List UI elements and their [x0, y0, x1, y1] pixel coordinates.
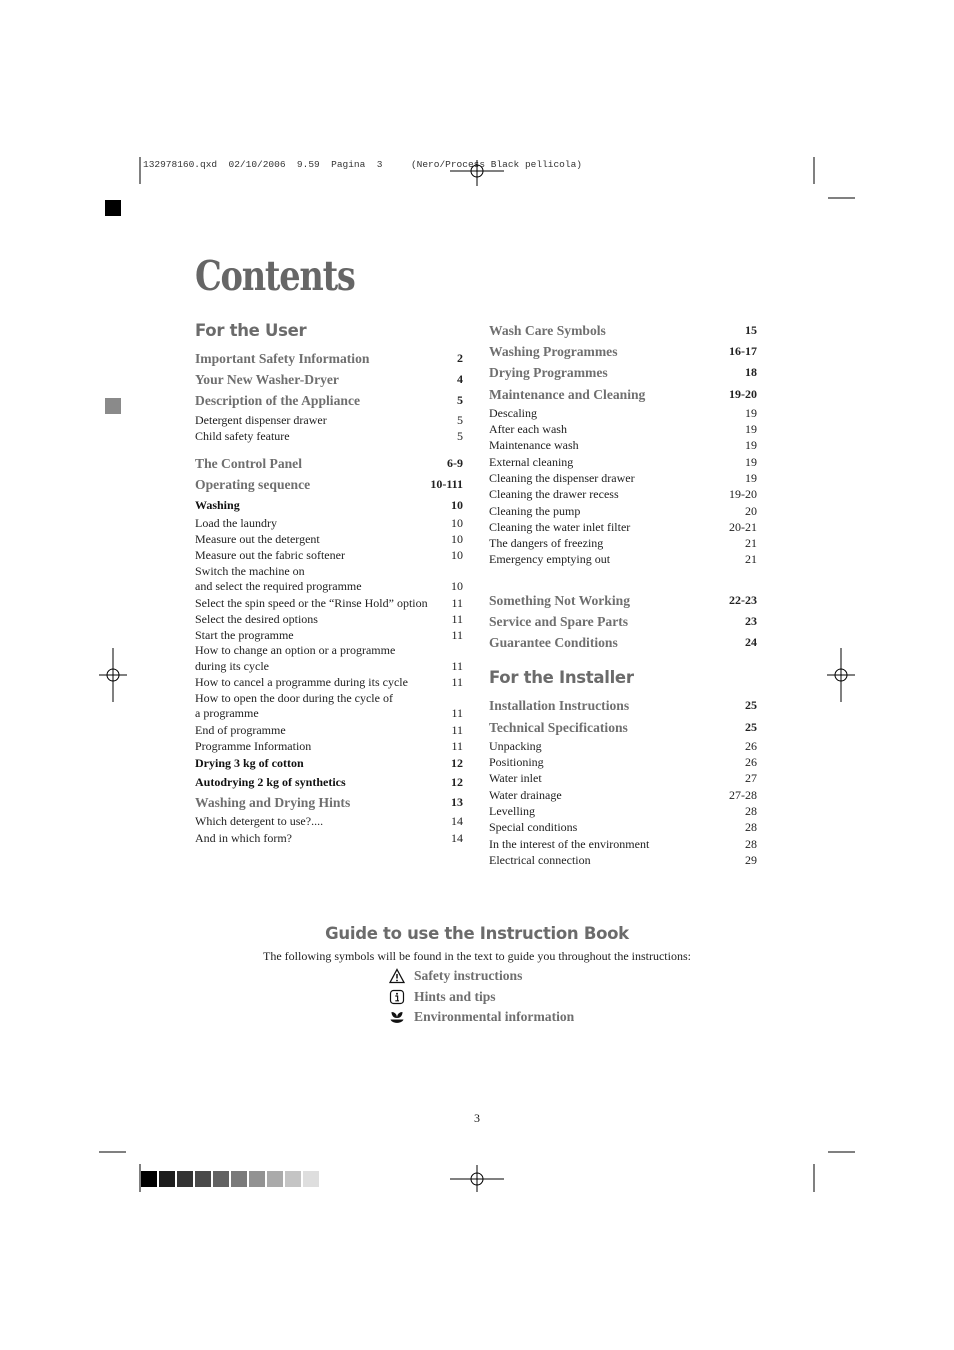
guide-section: [0, 924, 954, 964]
toc-entry: [489, 611, 757, 632]
toc-entry: [489, 320, 757, 341]
toc-entry-page: 26: [745, 755, 757, 770]
toc-entry: [489, 535, 757, 551]
toc-entry-label: Water inlet: [489, 771, 542, 786]
toc-right-column: [489, 320, 757, 868]
color-swatch: [249, 1171, 265, 1187]
registration-mark-bottom: [450, 1165, 504, 1192]
toc-entry-page: 25: [745, 719, 757, 734]
toc-entry-label: a programme: [195, 706, 259, 721]
legend-item-environment: [389, 1007, 574, 1028]
toc-entry-label: Electrical connection: [489, 852, 591, 867]
toc-entry-page: 12: [451, 756, 463, 771]
toc-entry: [489, 852, 757, 868]
toc-entry-page: 2: [457, 351, 463, 365]
toc-entry-label: The dangers of freezing: [489, 536, 604, 551]
toc-entry: [195, 738, 463, 754]
toc-list-user-continued: [489, 320, 757, 653]
toc-entry-label: Drying 3 kg of cotton: [195, 756, 304, 771]
color-swatch: [159, 1171, 175, 1187]
toc-group: [489, 320, 757, 568]
legend-label-safety: Safety instructions: [414, 968, 523, 984]
toc-entry-page: 19-20: [729, 386, 757, 401]
toc-entry-page: 14: [451, 830, 463, 845]
color-swatch: [285, 1171, 301, 1187]
toc-entry-page: 26: [745, 738, 757, 753]
color-bar: [141, 1171, 321, 1187]
toc-entry-label: Washing Programmes: [489, 344, 618, 360]
toc-entry-label: Technical Specifications: [489, 719, 628, 735]
toc-entry-page: 20: [745, 503, 757, 518]
toc-entry-page: 28: [745, 836, 757, 851]
toc-entry-label: and select the required programme: [195, 579, 362, 593]
registration-mark-left: [99, 648, 127, 702]
toc-entry-page: 15: [745, 323, 757, 337]
toc-entry: [195, 474, 463, 495]
toc-entry: [489, 486, 757, 502]
toc-entry: [195, 496, 463, 515]
toc-entry-page: 21: [745, 536, 757, 551]
toc-entry-label: Drying Programmes: [489, 365, 608, 381]
toc-entry: [195, 674, 463, 690]
color-swatch: [213, 1171, 229, 1187]
toc-entry: [195, 390, 463, 411]
toc-entry-label: Emergency emptying out: [489, 552, 611, 567]
toc-entry-page: 12: [451, 775, 463, 790]
black-square-mark: [105, 200, 121, 216]
info-icon: [389, 989, 405, 1005]
legend-item-hints: [389, 987, 574, 1008]
toc-entry: [195, 412, 463, 428]
toc-entry-page: 28: [745, 820, 757, 835]
legend-label-environment: Environmental information: [414, 1009, 575, 1025]
toc-entry: [489, 362, 757, 383]
toc-entry-page: 11: [451, 628, 463, 643]
toc-entry: [195, 627, 463, 643]
toc-entry-label: External cleaning: [489, 454, 574, 469]
toc-entry-page: 19: [745, 422, 757, 437]
toc-entry: [195, 691, 463, 707]
toc-entry: [195, 453, 463, 474]
print-slug: 132978160.qxd 02/10/2006 9.59 Pagina 3 (Nero/Process Black pellicola): [143, 159, 582, 170]
toc-left-column: [195, 320, 463, 846]
toc-entry: [195, 348, 463, 369]
toc-list-user: [195, 348, 463, 846]
toc-entry-label: Special conditions: [489, 820, 578, 835]
symbol-legend: [389, 966, 574, 1028]
toc-entry: [195, 515, 463, 531]
toc-entry-page: 18: [745, 365, 757, 380]
toc-entry-page: 11: [451, 611, 463, 626]
toc-entry: [195, 722, 463, 738]
toc-entry-page: 19-20: [729, 487, 757, 502]
toc-entry: [489, 770, 757, 786]
toc-entry-label: End of programme: [195, 722, 286, 737]
toc-entry-page: 10: [451, 548, 463, 563]
toc-entry-label: Unpacking: [489, 738, 542, 753]
toc-entry: [195, 579, 463, 595]
guide-title: Guide to use the Instruction Book: [325, 924, 629, 943]
toc-entry-label: Load the laundry: [195, 515, 277, 530]
toc-entry-label: Select the desired options: [195, 611, 318, 626]
toc-entry-label: Maintenance wash: [489, 438, 579, 453]
toc-entry-page: 11: [451, 595, 463, 610]
toc-entry: [195, 547, 463, 563]
toc-entry-label: Cleaning the water inlet filter: [489, 519, 631, 534]
color-swatch: [231, 1171, 247, 1187]
toc-entry: [489, 632, 757, 653]
toc-entry: [195, 369, 463, 390]
toc-entry-label: Select the spin speed or the “Rinse Hold” option: [195, 595, 428, 610]
registration-mark-top: [450, 160, 504, 186]
toc-entry-page: 19: [745, 405, 757, 420]
legend-item-safety: [389, 966, 574, 987]
toc-entry-page: 19: [745, 438, 757, 453]
toc-entry-page: 10: [451, 531, 463, 546]
toc-entry-page: 13: [451, 795, 463, 810]
toc-entry-label: Maintenance and Cleaning: [489, 386, 646, 402]
toc-entry-page: 11: [451, 722, 463, 737]
toc-entry-label: Cleaning the dispenser drawer: [489, 471, 635, 485]
toc-entry-page: 24: [745, 635, 757, 650]
toc-entry: [489, 421, 757, 437]
toc-entry: [195, 813, 463, 829]
toc-entry-label: In the interest of the environment: [489, 836, 650, 851]
toc-entry: [195, 773, 463, 792]
toc-entry-page: 11: [451, 658, 463, 673]
toc-entry: [489, 836, 757, 852]
toc-entry-label: Important Safety Information: [195, 351, 370, 366]
warning-triangle-icon: [389, 968, 405, 984]
toc-group: [195, 453, 463, 846]
color-swatch: [303, 1171, 319, 1187]
toc-entry-label: Autodrying 2 kg of synthetics: [195, 775, 346, 790]
for-installer-heading: For the Installer: [489, 668, 634, 688]
toc-entry: [489, 503, 757, 519]
toc-entry-label: Cleaning the pump: [489, 503, 581, 518]
gray-square-mark: [105, 398, 121, 414]
toc-entry: [489, 519, 757, 535]
toc-entry-page: 11: [451, 738, 463, 753]
toc-entry-page: 29: [745, 852, 757, 867]
registration-mark-right: [827, 648, 855, 702]
page-title: Contents: [195, 252, 355, 300]
toc-entry-page: 19: [745, 471, 757, 485]
toc-entry: [489, 551, 757, 567]
toc-entry-label: Cleaning the drawer recess: [489, 487, 619, 502]
toc-entry: [195, 706, 463, 722]
toc-entry-page: 10-111: [430, 477, 463, 492]
toc-entry-page: 5: [457, 412, 463, 427]
toc-entry: [195, 611, 463, 627]
toc-entry-label: Description of the Appliance: [195, 393, 361, 409]
toc-entry: [195, 659, 463, 675]
toc-entry-label: Washing and Drying Hints: [195, 795, 351, 811]
toc-entry-page: 22-23: [729, 592, 757, 607]
toc-entry: [195, 595, 463, 611]
toc-entry-label: Operating sequence: [195, 477, 311, 493]
toc-entry-label: Something Not Working: [489, 592, 630, 608]
toc-entry: [489, 437, 757, 453]
toc-entry-label: Which detergent to use?....: [195, 814, 324, 829]
toc-entry: [195, 531, 463, 547]
toc-group: [489, 590, 757, 654]
toc-entry-label: Programme Information: [195, 738, 312, 753]
toc-entry-page: 16-17: [729, 344, 757, 359]
toc-entry: [195, 428, 463, 444]
toc-entry-label: Start the programme: [195, 628, 294, 643]
toc-entry-label: Positioning: [489, 755, 544, 770]
toc-entry-page: 28: [745, 803, 757, 818]
toc-entry-label: The Control Panel: [195, 456, 302, 472]
toc-entry-label: during its cycle: [195, 658, 269, 673]
guide-intro: The following symbols will be found in the text to guide you throughout the instructions:: [263, 949, 691, 963]
toc-entry: [489, 819, 757, 835]
toc-entry-label: Service and Spare Parts: [489, 613, 629, 629]
toc-entry: [489, 717, 757, 738]
for-user-heading: For the User: [195, 321, 307, 340]
toc-entry-page: 11: [451, 706, 463, 721]
environment-plant-icon: [389, 1009, 405, 1025]
toc-group: [489, 695, 757, 868]
toc-entry-label: Water drainage: [489, 787, 562, 802]
toc-entry-label: How to change an option or a programme: [195, 643, 396, 658]
toc-entry-page: 6-9: [447, 456, 463, 471]
toc-entry: [195, 754, 463, 773]
toc-entry-page: 5: [457, 393, 463, 408]
toc-entry-page: 4: [457, 372, 463, 387]
legend-label-hints: Hints and tips: [414, 988, 496, 1004]
toc-entry-label: Levelling: [489, 803, 535, 818]
toc-entry: [489, 384, 757, 405]
toc-entry-label: Your New Washer-Dryer: [195, 372, 339, 388]
toc-entry: [489, 754, 757, 770]
toc-entry-page: 19: [745, 454, 757, 469]
color-swatch: [195, 1171, 211, 1187]
color-swatch: [267, 1171, 283, 1187]
toc-entry-page: 10: [451, 579, 463, 593]
toc-entry-page: 14: [451, 814, 463, 829]
toc-entry: [489, 787, 757, 803]
toc-entry-label: Guarantee Conditions: [489, 635, 618, 651]
toc-entry-page: 10: [451, 515, 463, 530]
toc-entry-label: Switch the machine on: [195, 563, 305, 578]
toc-entry-page: 20-21: [729, 519, 757, 534]
toc-group: [195, 348, 463, 444]
toc-entry-label: Detergent dispenser drawer: [195, 412, 327, 427]
toc-entry-label: Washing: [195, 497, 240, 512]
toc-list-installer: [489, 695, 757, 868]
toc-entry: [489, 405, 757, 421]
toc-entry-label: Measure out the detergent: [195, 531, 320, 546]
toc-entry-page: 27: [745, 771, 757, 786]
toc-entry-label: Measure out the fabric softener: [195, 548, 345, 563]
toc-entry: [489, 470, 757, 486]
toc-entry: [489, 738, 757, 754]
toc-entry-label: Descaling: [489, 405, 537, 420]
toc-entry: [195, 830, 463, 846]
toc-entry-page: 5: [457, 428, 463, 443]
toc-entry-label: Child safety feature: [195, 428, 290, 443]
toc-entry-label: Installation Instructions: [489, 698, 630, 714]
page-number: 3: [474, 1111, 480, 1125]
toc-entry-label: How to cancel a programme during its cycle: [195, 675, 408, 690]
toc-entry-page: 10: [451, 497, 463, 512]
toc-entry-page: 27-28: [729, 787, 757, 802]
toc-entry-page: 23: [745, 613, 757, 628]
toc-entry: [489, 454, 757, 470]
toc-entry-label: Wash Care Symbols: [489, 323, 606, 338]
color-swatch: [141, 1171, 157, 1187]
toc-entry-page: 11: [451, 675, 463, 690]
toc-entry: [195, 643, 463, 659]
toc-entry: [489, 695, 757, 716]
toc-entry-page: 21: [745, 552, 757, 567]
toc-entry-label: After each wash: [489, 422, 567, 437]
color-swatch: [177, 1171, 193, 1187]
toc-entry-page: 25: [745, 698, 757, 713]
toc-entry: [489, 803, 757, 819]
toc-entry: [195, 564, 463, 580]
toc-entry-label: How to open the door during the cycle of: [195, 690, 393, 705]
toc-entry: [195, 792, 463, 813]
toc-entry: [489, 590, 757, 611]
toc-entry-label: And in which form?: [195, 830, 292, 845]
toc-entry: [489, 341, 757, 362]
